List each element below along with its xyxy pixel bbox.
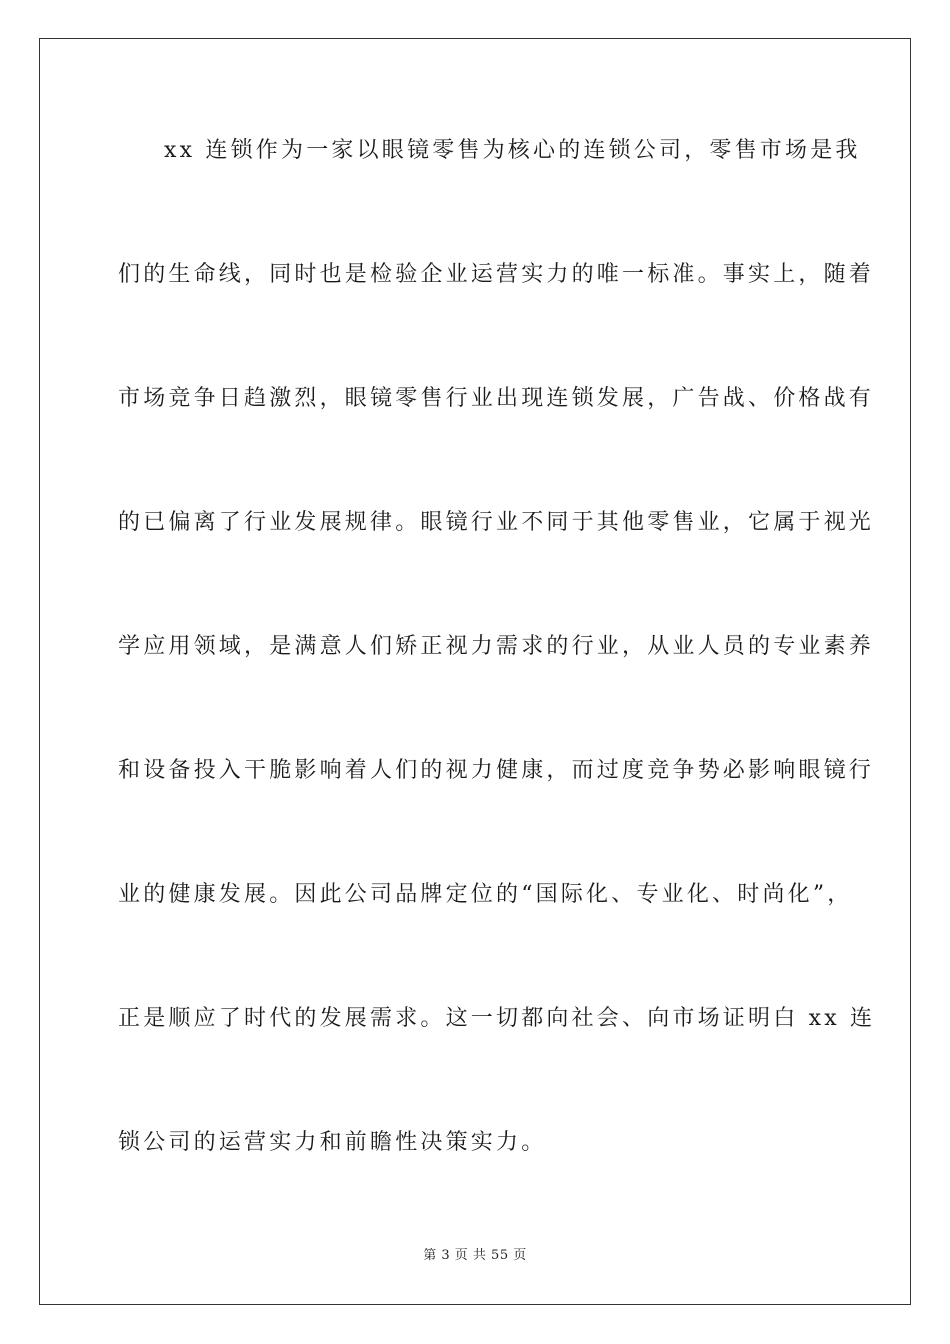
paragraph-line: 锁公司的运营实力和前瞻性决策实力。 [118, 1130, 547, 1155]
paragraph-line: 和设备投入干脆影响着人们的视力健康，而过度竞争势必影响眼镜行 [118, 758, 875, 783]
paragraph-line: 正是顺应了时代的发展需求。这一切都向社会、向市场证明白 xx 连 [118, 1006, 876, 1031]
page-number-footer: 第 3 页 共 55 页 [423, 1248, 527, 1263]
body-paragraph [118, 128, 876, 1244]
paragraph-line: 的已偏离了行业发展规律。眼镜行业不同于其他零售业，它属于视光 [118, 510, 875, 535]
paragraph-line: 市场竞争日趋激烈，眼镜零售行业出现连锁发展，广告战、价格战有 [118, 386, 875, 411]
paragraph-line: 们的生命线，同时也是检验企业运营实力的唯一标准。事实上，随着 [118, 262, 875, 287]
paragraph-line: 业的健康发展。因此公司品牌定位的“国际化、专业化、时尚化”， [118, 882, 853, 907]
paragraph-line: xx 连锁作为一家以眼镜零售为核心的连锁公司，零售市场是我 [164, 138, 861, 163]
paragraph-line: 学应用领域，是满意人们矫正视力需求的行业，从业人员的专业素养 [118, 634, 875, 659]
